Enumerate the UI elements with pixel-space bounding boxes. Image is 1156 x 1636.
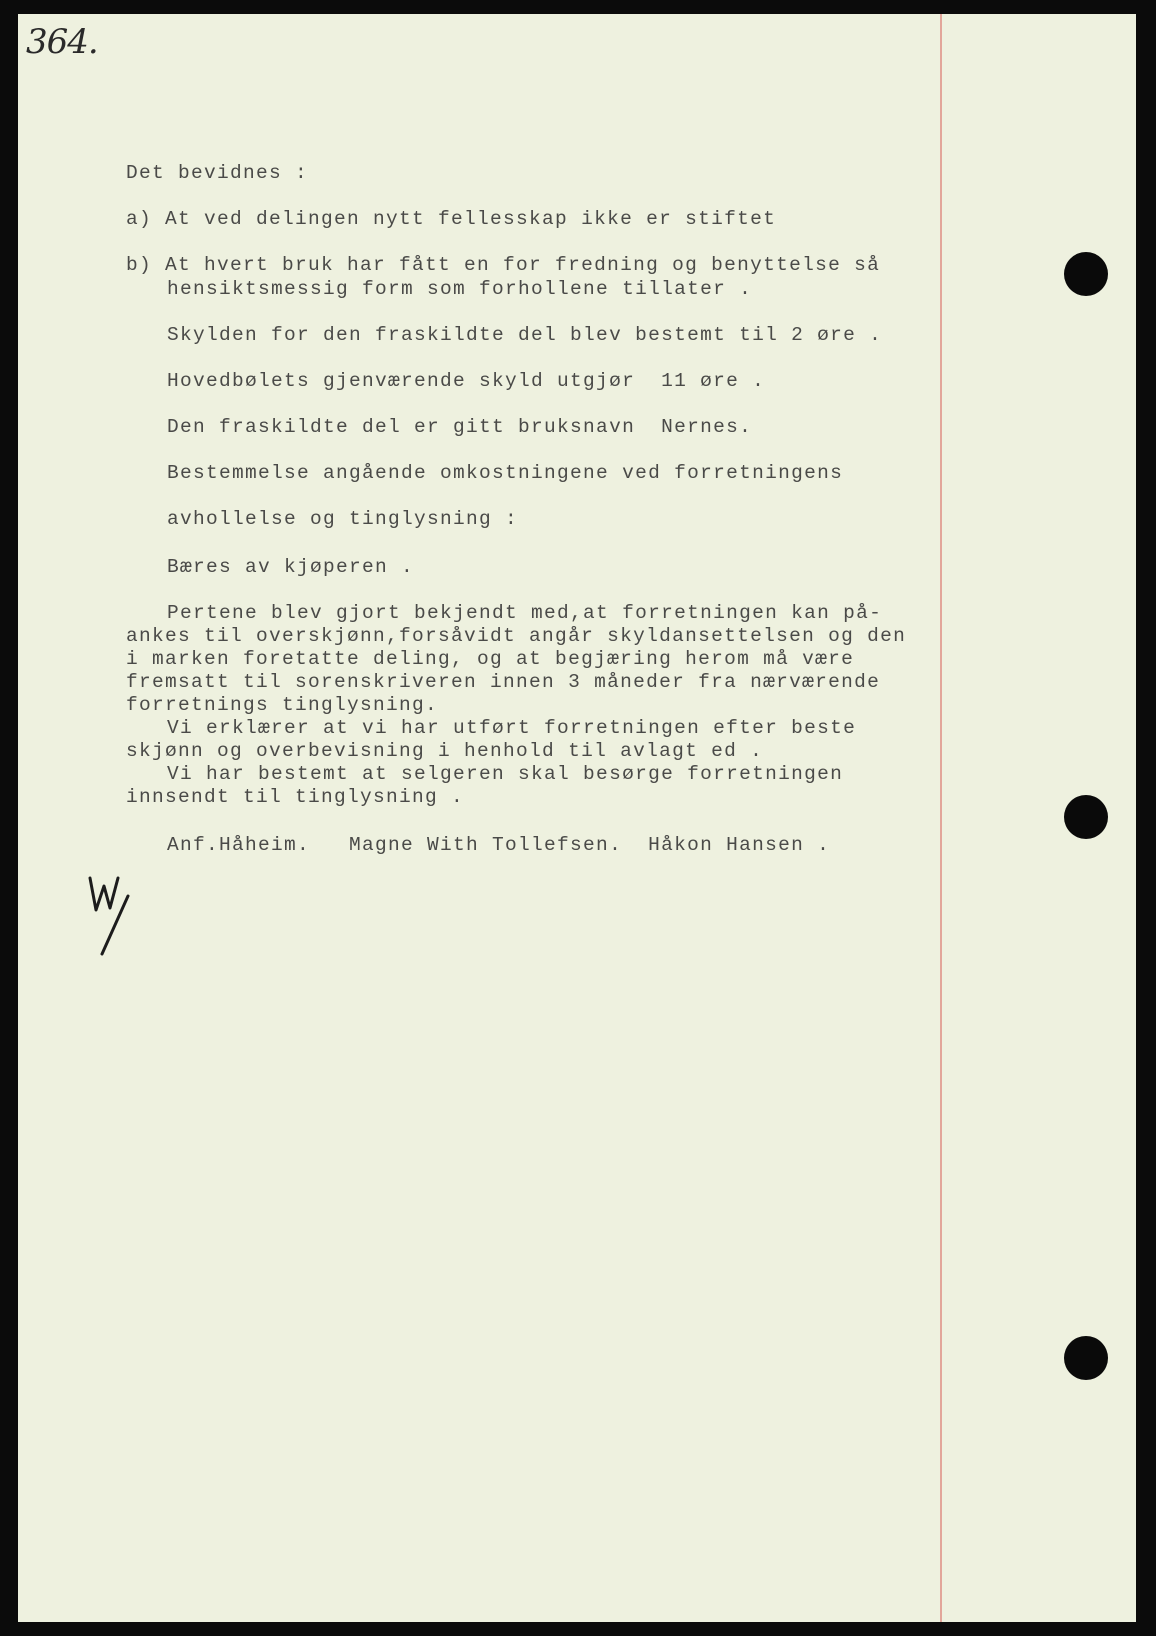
punch-hole-top (1064, 252, 1108, 296)
signature-line: Anf.Håheim. Magne With Tollefsen. Håkon Hansen . (167, 834, 831, 856)
handwritten-initials (82, 866, 142, 956)
text-line-paragraph-start: Pertene blev gjort bekjendt med,at forretningen kan på- (167, 602, 883, 624)
punch-hole-bottom (1064, 1336, 1108, 1380)
text-line: Bæres av kjøperen . (167, 556, 415, 578)
text-line: skjønn og overbevisning i henhold til avlagt ed . (126, 740, 764, 762)
text-line: avhollelse og tinglysning : (167, 508, 519, 530)
text-line: i marken foretatte deling, og at begjæring herom må være (126, 648, 855, 670)
margin-line (940, 14, 942, 1622)
text-line: Den fraskildte del er gitt bruksnavn Nernes. (167, 416, 753, 438)
text-line-item-a: a) At ved delingen nytt fellesskap ikke er stiftet (126, 208, 777, 230)
punch-hole-middle (1064, 795, 1108, 839)
text-line: Hovedbølets gjenværende skyld utgjør 11 øre . (167, 370, 766, 392)
text-line-paragraph-start: Vi erklærer at vi har utført forretningen efter beste (167, 717, 857, 739)
text-line: ankes til overskjønn,forsåvidt angår skyldansettelsen og den (126, 625, 907, 647)
text-line-paragraph-start: Vi har bestemt at selgeren skal besørge forretningen (167, 763, 844, 785)
text-line: Bestemmelse angående omkostningene ved forretningens (167, 462, 844, 484)
text-line: forretnings tinglysning. (126, 694, 439, 716)
text-line: fremsatt til sorenskriveren innen 3 måneder fra nærværende (126, 671, 881, 693)
text-line: Skylden for den fraskildte del blev bestemt til 2 øre . (167, 324, 883, 346)
text-line-item-b-cont: hensiktsmessig form som forhollene tillater . (167, 278, 753, 300)
text-line: innsendt til tinglysning . (126, 786, 465, 808)
text-line-heading: Det bevidnes : (126, 162, 309, 184)
page-number: 364. (26, 22, 98, 62)
text-line-item-b: b) At hvert bruk har fått en for fredning og benyttelse så (126, 254, 881, 276)
